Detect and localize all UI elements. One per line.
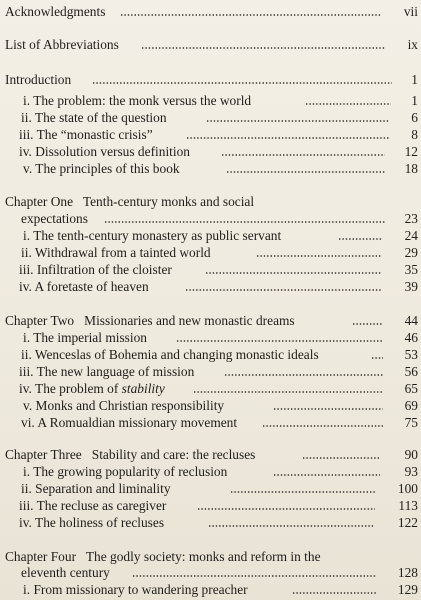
toc-section xyxy=(0,109,421,127)
page-number: 75 xyxy=(404,415,418,430)
dot-leader xyxy=(208,525,375,527)
section-title: i. The problem: the monk versus the world xyxy=(23,93,252,108)
toc-section xyxy=(0,244,421,262)
dot-leader xyxy=(197,508,375,510)
chapter-title-line2: eleventh century xyxy=(21,565,110,580)
section-title: ii. The state of the question xyxy=(21,110,167,125)
page-number: 23 xyxy=(404,211,418,226)
dot-leader xyxy=(185,289,381,291)
page-number: 39 xyxy=(404,279,418,294)
dot-leader xyxy=(176,340,383,342)
dot-leader xyxy=(92,82,392,84)
section-title: iv. A foretaste of heaven xyxy=(19,279,149,294)
toc-section xyxy=(0,497,421,515)
chapter-title: Chapter One Tenth-century monks and social xyxy=(5,194,255,209)
page-number: vii xyxy=(403,4,418,19)
section-title: vi. A Romualdian missionary movement xyxy=(21,415,238,430)
section-title: v. The principles of this book xyxy=(23,161,180,176)
section-title: ii. Withdrawal from a tainted world xyxy=(21,245,211,260)
dot-leader xyxy=(104,221,386,223)
dot-leader xyxy=(273,474,380,476)
toc-section xyxy=(0,480,421,498)
page-number: 93 xyxy=(404,464,418,479)
page-number: 46 xyxy=(404,330,418,345)
dot-leader xyxy=(193,391,383,393)
section-title: i. The tenth-century monastery as public servant xyxy=(23,228,282,243)
page-number: 35 xyxy=(404,262,418,277)
dot-leader xyxy=(132,575,377,577)
toc-section xyxy=(0,397,421,415)
chapter-heading xyxy=(0,446,421,464)
section-title: i. The growing popularity of reclusion xyxy=(23,464,228,479)
page-number: 113 xyxy=(398,498,418,513)
dot-leader xyxy=(338,238,382,240)
dot-leader xyxy=(302,457,380,459)
toc-section xyxy=(0,227,421,245)
toc-section xyxy=(0,278,421,296)
page-number: 6 xyxy=(411,110,418,125)
page-number: 65 xyxy=(404,381,418,396)
italic-term: stability xyxy=(121,381,165,396)
dot-leader xyxy=(141,47,386,49)
page-number: 8 xyxy=(411,127,418,142)
dot-leader xyxy=(292,592,376,594)
chapter-title: Chapter Three Stability and care: the recluses xyxy=(5,447,256,462)
page-number: ix xyxy=(407,37,418,52)
section-title: iii. The “monastic crisis” xyxy=(19,127,153,142)
toc-section xyxy=(0,329,421,347)
dot-leader xyxy=(224,374,383,376)
dot-leader xyxy=(120,14,382,16)
toc-section xyxy=(0,346,421,364)
section-title: iii. The recluse as caregiver xyxy=(19,498,167,513)
dot-leader xyxy=(221,154,385,156)
section-title: iv. The problem of stability xyxy=(19,381,165,396)
section-title: iv. The holiness of recluses xyxy=(19,515,165,530)
dot-leader xyxy=(352,323,382,325)
toc-section xyxy=(0,414,421,432)
entry-title: Acknowledgments xyxy=(5,4,106,19)
dot-leader xyxy=(262,425,383,427)
toc-section xyxy=(0,143,421,161)
toc-entry-acknowledgments xyxy=(0,3,421,21)
chapter-heading-cont xyxy=(0,210,421,228)
page-number: 129 xyxy=(397,582,418,597)
dot-leader xyxy=(186,137,390,139)
toc-section xyxy=(0,92,421,110)
dot-leader xyxy=(226,171,386,173)
page-number: 1 xyxy=(411,72,418,87)
section-title: iv. Dissolution versus definition xyxy=(19,144,190,159)
chapter-heading xyxy=(0,312,421,330)
section-title: ii. Separation and liminality xyxy=(21,481,171,496)
section-title: i. From missionary to wandering preacher xyxy=(23,582,248,597)
page-number: 1 xyxy=(411,93,418,108)
chapter-heading xyxy=(0,193,421,211)
section-title: i. The imperial mission xyxy=(23,330,147,345)
toc-section xyxy=(0,160,421,178)
chapter-heading-cont xyxy=(0,564,421,582)
toc-section xyxy=(0,463,421,481)
toc-section xyxy=(0,126,421,144)
page-number: 90 xyxy=(404,447,418,462)
page-number: 53 xyxy=(404,347,418,362)
entry-title: List of Abbreviations xyxy=(5,37,119,52)
toc-section xyxy=(0,363,421,381)
section-title: v. Monks and Christian responsibility xyxy=(23,398,225,413)
toc-section xyxy=(0,514,421,532)
entry-title: Introduction xyxy=(5,72,72,87)
dot-leader xyxy=(371,357,383,359)
dot-leader xyxy=(230,491,376,493)
section-title: ii. Wenceslas of Bohemia and changing monastic ideals xyxy=(21,347,319,362)
chapter-title-line2: expectations xyxy=(21,211,88,226)
page-number: 122 xyxy=(397,515,418,530)
dot-leader xyxy=(205,272,382,274)
section-title: iii. Infiltration of the cloister xyxy=(19,262,172,277)
dot-leader xyxy=(273,408,383,410)
page-number: 56 xyxy=(404,364,418,379)
page-number: 12 xyxy=(404,144,418,159)
page-number: 44 xyxy=(404,313,418,328)
page-number: 128 xyxy=(397,565,418,580)
chapter-title: Chapter Four The godly society: monks and reform in the xyxy=(5,549,321,564)
page-number: 29 xyxy=(404,245,418,260)
toc-section xyxy=(0,380,421,398)
section-title: iii. The new language of mission xyxy=(19,364,195,379)
page-number: 69 xyxy=(404,398,418,413)
toc-entry-introduction xyxy=(0,71,421,89)
dot-leader xyxy=(305,103,391,105)
toc-section xyxy=(0,261,421,279)
toc-section xyxy=(0,581,421,599)
page-number: 100 xyxy=(397,481,418,496)
page-number: 24 xyxy=(404,228,418,243)
dot-leader xyxy=(256,255,381,257)
toc-entry-abbreviations xyxy=(0,36,421,54)
chapter-title: Chapter Two Missionaries and new monastic dreams xyxy=(5,313,295,328)
dot-leader xyxy=(206,120,390,122)
page-number: 18 xyxy=(404,161,418,176)
